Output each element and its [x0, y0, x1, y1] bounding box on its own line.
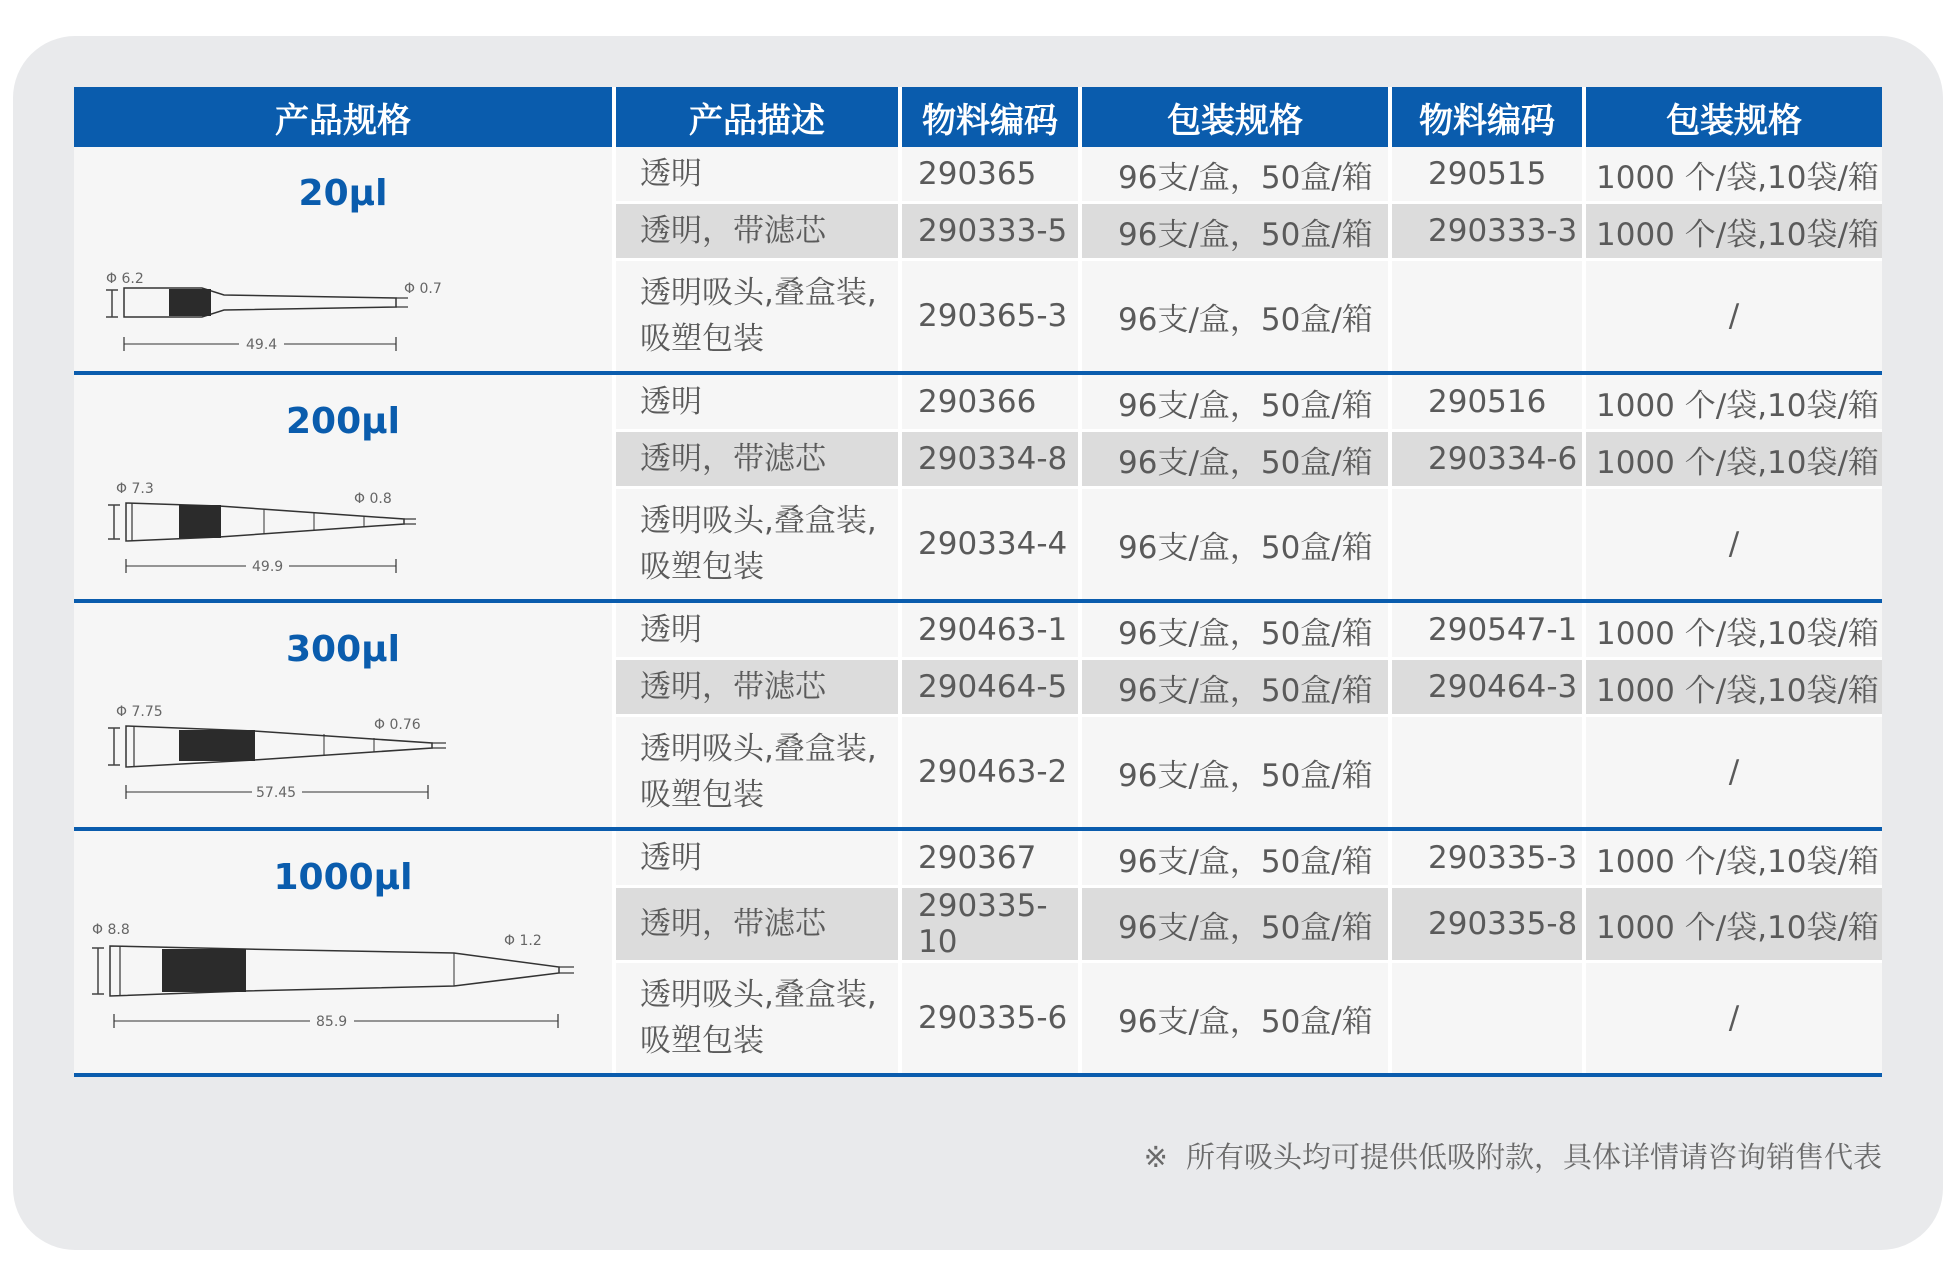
- bulk-code-cell: 290334-6: [1390, 431, 1584, 488]
- material-code-cell: 290463-2: [900, 716, 1080, 830]
- material-code-cell: 290367: [900, 829, 1080, 887]
- packing-cell: 96支/盒，50盒/箱: [1080, 431, 1390, 488]
- packing-cell: 96支/盒，50盒/箱: [1080, 829, 1390, 887]
- header-packing-spec-bulk: 包装规格: [1584, 87, 1882, 147]
- packing-cell: 96支/盒，50盒/箱: [1080, 716, 1390, 830]
- volume-label: 1000µl: [273, 857, 413, 898]
- pipette-tip-diagram-20ul: [74, 147, 614, 377]
- bulk-code-cell: 290335-3: [1390, 829, 1584, 887]
- packing-cell: 96支/盒，50盒/箱: [1080, 887, 1390, 962]
- bulk-packing-cell: 1000 个/袋,10袋/箱: [1584, 203, 1882, 260]
- bulk-packing-cell: /: [1584, 716, 1882, 830]
- pipette-tip-diagram-1000ul: [74, 831, 614, 1061]
- desc-cell: 透明: [614, 601, 900, 659]
- top-diameter-label: Φ 6.2: [106, 271, 144, 287]
- desc-cell: 透明，带滤芯: [614, 887, 900, 962]
- desc-cell: 透明: [614, 829, 900, 887]
- desc-cell: [614, 260, 900, 374]
- material-code-cell: 290334-4: [900, 488, 1080, 602]
- desc-cell: 透明，带滤芯: [614, 431, 900, 488]
- length-label: 85.9: [316, 1014, 348, 1030]
- bulk-code-cell-empty: [1390, 716, 1584, 830]
- spec-cell-20ul: [74, 147, 614, 373]
- material-code-cell: 290333-5: [900, 203, 1080, 260]
- bulk-packing-cell: 1000 个/袋,10袋/箱: [1584, 659, 1882, 716]
- material-code-cell: 290335-10: [900, 887, 1080, 962]
- length-label: 57.45: [256, 785, 297, 801]
- header-product-desc: 产品描述: [614, 87, 900, 147]
- material-code-cell: 290365-3: [900, 260, 1080, 374]
- desc-cell: 透明: [614, 373, 900, 431]
- length-label: 49.4: [246, 337, 278, 353]
- bulk-packing-cell: 1000 个/袋,10袋/箱: [1584, 829, 1882, 887]
- desc-line-1: 透明吸头,叠盒装,: [640, 275, 877, 311]
- desc-line-1: 透明吸头,叠盒装,: [640, 503, 877, 539]
- pipette-tip-diagram-300ul: [74, 603, 614, 833]
- bulk-packing-cell: 1000 个/袋,10袋/箱: [1584, 887, 1882, 962]
- packing-cell: 96支/盒，50盒/箱: [1080, 659, 1390, 716]
- volume-label: 300µl: [286, 629, 400, 670]
- tip-diameter-label: Φ 0.8: [354, 491, 392, 507]
- tip-diameter-label: Φ 0.76: [374, 717, 421, 733]
- bulk-packing-cell: 1000 个/袋,10袋/箱: [1584, 601, 1882, 659]
- bulk-code-cell: 290515: [1390, 147, 1584, 203]
- spec-cell-1000ul: [74, 829, 614, 1075]
- pipette-tip-diagram-200ul: [74, 375, 614, 605]
- tip-diameter-label: Φ 0.7: [404, 281, 442, 297]
- bulk-code-cell-empty: [1390, 260, 1584, 374]
- desc-cell: 透明: [614, 147, 900, 203]
- packing-cell: 96支/盒，50盒/箱: [1080, 147, 1390, 203]
- top-diameter-label: Φ 7.3: [116, 481, 154, 497]
- volume-label: 20µl: [298, 173, 388, 214]
- reference-mark-icon: ※: [1143, 1140, 1168, 1174]
- desc-line-2: 吸塑包装: [640, 1023, 764, 1059]
- bulk-packing-cell: 1000 个/袋,10袋/箱: [1584, 431, 1882, 488]
- bulk-packing-cell: 1000 个/袋,10袋/箱: [1584, 147, 1882, 203]
- material-code-cell: 290463-1: [900, 601, 1080, 659]
- packing-cell: 96支/盒，50盒/箱: [1080, 373, 1390, 431]
- header-material-code-bulk: 物料编码: [1390, 87, 1584, 147]
- packing-cell: 96支/盒，50盒/箱: [1080, 962, 1390, 1076]
- footnote-text: 所有吸头均可提供低吸附款，具体详情请咨询销售代表: [1185, 1140, 1882, 1174]
- table-row: [74, 373, 1882, 431]
- table-header-row: [74, 87, 1882, 147]
- top-diameter-label: Φ 8.8: [92, 922, 130, 938]
- material-code-cell: 290365: [900, 147, 1080, 203]
- bulk-code-cell: 290464-3: [1390, 659, 1584, 716]
- top-diameter-label: Φ 7.75: [116, 704, 163, 720]
- bulk-code-cell: 290547-1: [1390, 601, 1584, 659]
- footnote: [1144, 1135, 1882, 1176]
- packing-cell: 96支/盒，50盒/箱: [1080, 260, 1390, 374]
- bulk-packing-cell: 1000 个/袋,10袋/箱: [1584, 373, 1882, 431]
- desc-cell: [614, 962, 900, 1076]
- desc-line-2: 吸塑包装: [640, 321, 764, 357]
- length-label: 49.9: [252, 559, 284, 575]
- header-material-code: 物料编码: [900, 87, 1080, 147]
- material-code-cell: 290334-8: [900, 431, 1080, 488]
- desc-cell: [614, 716, 900, 830]
- spec-cell-300ul: [74, 601, 614, 829]
- desc-line-2: 吸塑包装: [640, 777, 764, 813]
- desc-cell: 透明，带滤芯: [614, 659, 900, 716]
- desc-line-1: 透明吸头,叠盒装,: [640, 977, 877, 1013]
- bulk-code-cell-empty: [1390, 962, 1584, 1076]
- desc-cell: [614, 488, 900, 602]
- bulk-packing-cell: /: [1584, 488, 1882, 602]
- table-row: [74, 601, 1882, 659]
- spec-cell-200ul: [74, 373, 614, 601]
- bulk-code-cell: 290335-8: [1390, 887, 1584, 962]
- header-packing-spec: 包装规格: [1080, 87, 1390, 147]
- packing-cell: 96支/盒，50盒/箱: [1080, 203, 1390, 260]
- desc-line-1: 透明吸头,叠盒装,: [640, 731, 877, 767]
- material-code-cell: 290335-6: [900, 962, 1080, 1076]
- material-code-cell: 290366: [900, 373, 1080, 431]
- bulk-packing-cell: /: [1584, 962, 1882, 1076]
- packing-cell: 96支/盒，50盒/箱: [1080, 601, 1390, 659]
- product-spec-table: [74, 87, 1882, 1077]
- bulk-code-cell: 290516: [1390, 373, 1584, 431]
- table-row: [74, 147, 1882, 203]
- volume-label: 200µl: [286, 401, 400, 442]
- desc-cell: 透明，带滤芯: [614, 203, 900, 260]
- packing-cell: 96支/盒，50盒/箱: [1080, 488, 1390, 602]
- material-code-cell: 290464-5: [900, 659, 1080, 716]
- tip-diameter-label: Φ 1.2: [504, 933, 542, 949]
- bulk-code-cell-empty: [1390, 488, 1584, 602]
- bulk-packing-cell: /: [1584, 260, 1882, 374]
- bulk-code-cell: 290333-3: [1390, 203, 1584, 260]
- header-product-spec: 产品规格: [74, 87, 614, 147]
- desc-line-2: 吸塑包装: [640, 549, 764, 585]
- table-row: [74, 829, 1882, 887]
